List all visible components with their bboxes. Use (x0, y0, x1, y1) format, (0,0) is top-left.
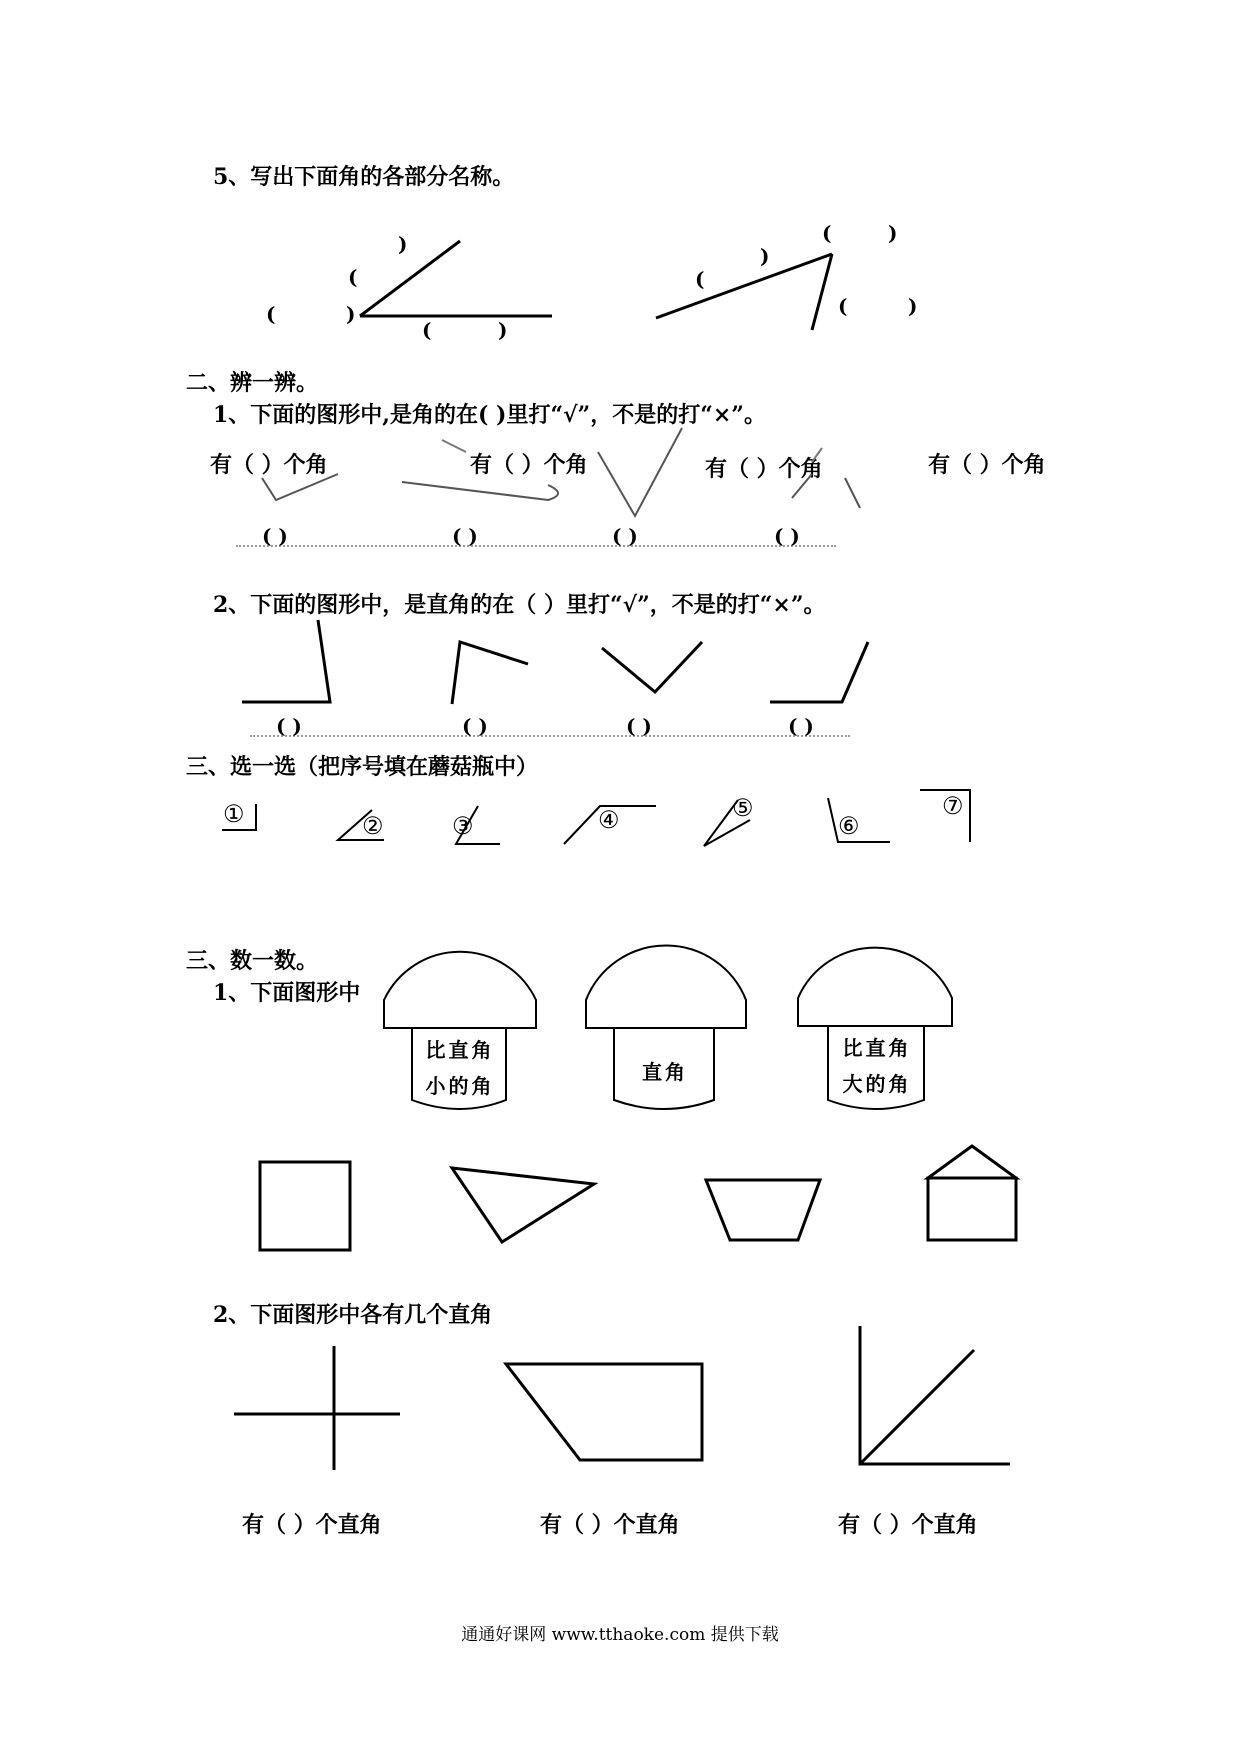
s2q1-label-4: 有（ ）个角 (928, 452, 1046, 478)
s2q1-answer-1[interactable]: ( ) (262, 524, 288, 548)
diagonal-ray (860, 1350, 974, 1464)
section2-heading: 二、辨一辨。 (186, 370, 319, 396)
mushroom-1-label: 比直角 小的角 (425, 1038, 495, 1098)
s3b-q2-label-1: 有（ ）个直角 (242, 1512, 382, 1538)
section3b-q1-title: 1、下面图形中 (213, 980, 361, 1006)
q5-blank-5[interactable]: ) (498, 318, 508, 342)
s3a-num-2: ② (362, 812, 384, 840)
section3b-heading: 三、数一数。 (186, 948, 319, 974)
s3a-num-3: ③ (452, 812, 474, 840)
q5-blank-6[interactable]: ( (822, 221, 832, 245)
q5-blank-11[interactable]: ) (908, 294, 918, 318)
section2-q2-title: 2、下面的图形中，是直角的在（ ）里打“√”，不是的打“×”。 (213, 592, 826, 618)
q5-blank-9[interactable]: ) (760, 244, 770, 268)
q5-blank-8[interactable]: ( (695, 267, 705, 291)
s3b-q2-label-2: 有（ ）个直角 (540, 1512, 680, 1538)
s2q2-answer-1[interactable]: ( ) (276, 714, 302, 738)
mushroom-2-label: 直角 (642, 1060, 688, 1084)
s2q1-label-2: 有（ ）个角 (470, 452, 588, 478)
right-trapezoid (506, 1364, 702, 1460)
s3a-num-1: ① (223, 800, 245, 828)
s3a-num-5: ⑤ (732, 794, 754, 822)
s3b-q2-label-3: 有（ ）个直角 (838, 1512, 978, 1538)
s2q2-answer-3[interactable]: ( ) (626, 714, 652, 738)
footer: 通通好课网 www.tthaoke.com 提供下载 (461, 1625, 779, 1645)
section3a-heading: 三、选一选（把序号填在蘑菇瓶中） (186, 754, 539, 780)
s2q1-answer-3[interactable]: ( ) (612, 524, 638, 548)
mushroom-3-label: 比直角 大的角 (842, 1036, 912, 1096)
s2q1-label-1: 有（ ）个角 (210, 452, 328, 478)
s2q1-answer-4[interactable]: ( ) (774, 524, 800, 548)
s3a-num-7: ⑦ (942, 792, 964, 820)
q5-blank-0[interactable]: ( (348, 265, 358, 289)
s2q1-label-3: 有（ ）个角 (705, 456, 823, 482)
q5-title: 5、写出下面角的各部分名称。 (213, 164, 515, 190)
section3b-q2-title: 2、下面图形中各有几个直角 (213, 1302, 493, 1328)
s2q2-answer-2[interactable]: ( ) (462, 714, 488, 738)
q5-blank-2[interactable]: ( (266, 302, 276, 326)
section2-q1-title: 1、下面的图形中,是角的在( )里打“√”，不是的打“×”。 (213, 402, 766, 428)
q5-blank-3[interactable]: ) (346, 302, 356, 326)
q5-blank-1[interactable]: ) (398, 232, 408, 256)
s3a-num-4: ④ (598, 806, 620, 834)
s2q1-answer-2[interactable]: ( ) (452, 524, 478, 548)
q5-blank-7[interactable]: ) (888, 221, 898, 245)
s3a-num-6: ⑥ (838, 812, 860, 840)
q5-blank-10[interactable]: ( (838, 294, 848, 318)
s2q2-answer-4[interactable]: ( ) (788, 714, 814, 738)
q5-blank-4[interactable]: ( (422, 318, 432, 342)
